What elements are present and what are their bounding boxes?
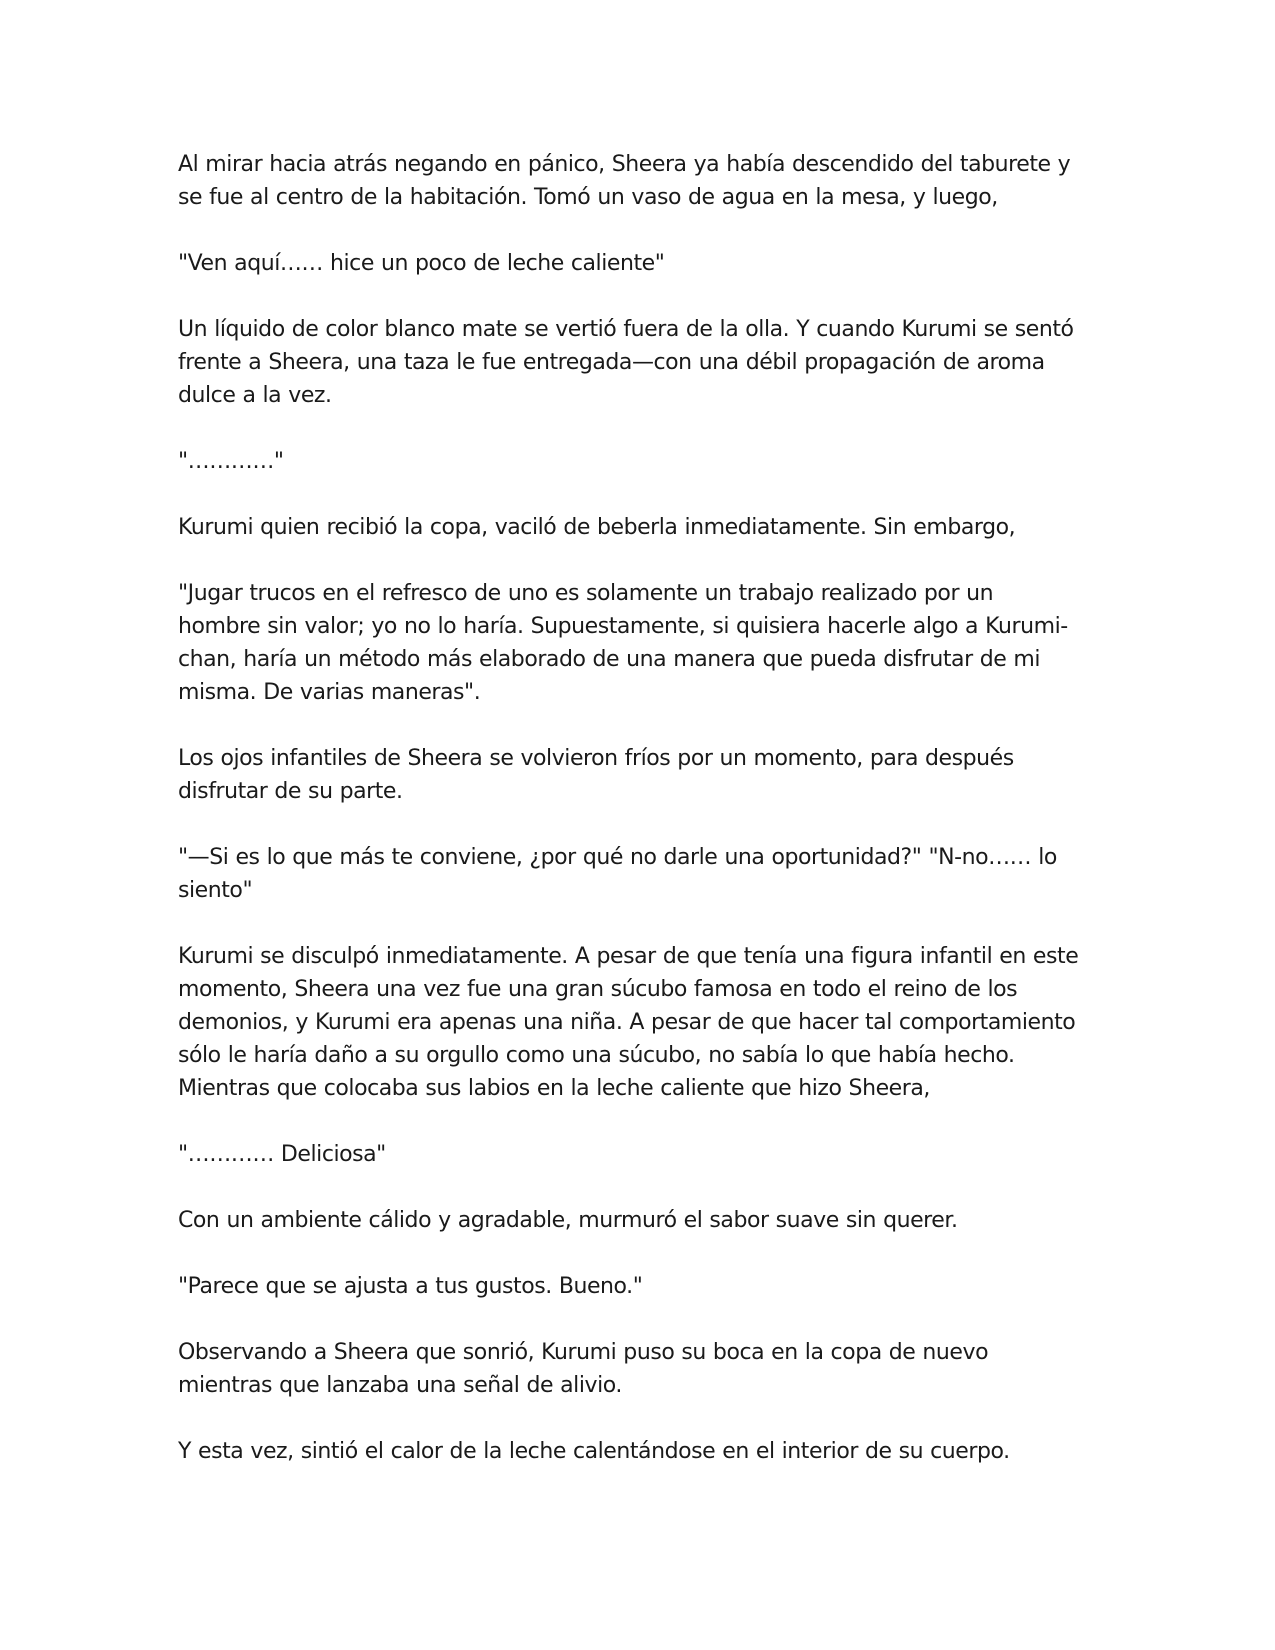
paragraph (178, 511, 1103, 544)
text-line: siento" (178, 878, 253, 903)
paragraph (178, 445, 1103, 478)
paragraph (178, 841, 1103, 907)
text-line: misma. De varias maneras". (178, 680, 481, 705)
text-line: "—Si es lo que más te conviene, ¿por qué no darle una oportunidad?" "N-no…… lo (178, 845, 1057, 870)
text-line: Kurumi quien recibió la copa, vaciló de beberla inmediatamente. Sin embargo, (178, 515, 1016, 540)
paragraph (178, 313, 1103, 412)
paragraph (178, 1204, 1103, 1237)
text-line: disfrutar de su parte. (178, 779, 403, 804)
text-line: Al mirar hacia atrás negando en pánico, Sheera ya había descendido del taburete y (178, 152, 1071, 177)
text-line: Los ojos infantiles de Sheera se volvieron fríos por un momento, para después (178, 746, 1014, 771)
document-body (178, 148, 1103, 1468)
paragraph (178, 1270, 1103, 1303)
text-line: frente a Sheera, una taza le fue entregada—con una débil propagación de aroma (178, 350, 1045, 375)
text-line: demonios, y Kurumi era apenas una niña. A pesar de que hacer tal comportamiento (178, 1010, 1076, 1035)
paragraph (178, 1336, 1103, 1402)
text-line: "………… Deliciosa" (178, 1142, 386, 1167)
text-line: "Jugar trucos en el refresco de uno es solamente un trabajo realizado por un (178, 581, 994, 606)
text-line: Kurumi se disculpó inmediatamente. A pesar de que tenía una figura infantil en este (178, 944, 1079, 969)
text-line: momento, Sheera una vez fue una gran súcubo famosa en todo el reino de los (178, 977, 1018, 1002)
text-line: Y esta vez, sintió el calor de la leche calentándose en el interior de su cuerpo. (178, 1439, 1010, 1464)
text-line: Mientras que colocaba sus labios en la leche caliente que hizo Sheera, (178, 1076, 930, 1101)
paragraph (178, 940, 1103, 1105)
paragraph (178, 577, 1103, 709)
paragraph (178, 1138, 1103, 1171)
text-line: chan, haría un método más elaborado de una manera que pueda disfrutar de mi (178, 647, 1041, 672)
text-line: hombre sin valor; yo no lo haría. Supuestamente, si quisiera hacerle algo a Kurumi- (178, 614, 1068, 639)
text-line: Observando a Sheera que sonrió, Kurumi puso su boca en la copa de nuevo (178, 1340, 989, 1365)
paragraph (178, 1435, 1103, 1468)
text-line: "Ven aquí…… hice un poco de leche caliente" (178, 251, 665, 276)
paragraph (178, 148, 1103, 214)
text-line: "…………" (178, 449, 284, 474)
text-line: sólo le haría daño a su orgullo como una súcubo, no sabía lo que había hecho. (178, 1043, 1015, 1068)
text-line: Con un ambiente cálido y agradable, murmuró el sabor suave sin querer. (178, 1208, 958, 1233)
text-line: "Parece que se ajusta a tus gustos. Bueno." (178, 1274, 643, 1299)
text-line: dulce a la vez. (178, 383, 332, 408)
text-line: Un líquido de color blanco mate se vertió fuera de la olla. Y cuando Kurumi se sentó (178, 317, 1074, 342)
text-line: mientras que lanzaba una señal de alivio. (178, 1373, 622, 1398)
paragraph (178, 247, 1103, 280)
text-line: se fue al centro de la habitación. Tomó un vaso de agua en la mesa, y luego, (178, 185, 998, 210)
paragraph (178, 742, 1103, 808)
